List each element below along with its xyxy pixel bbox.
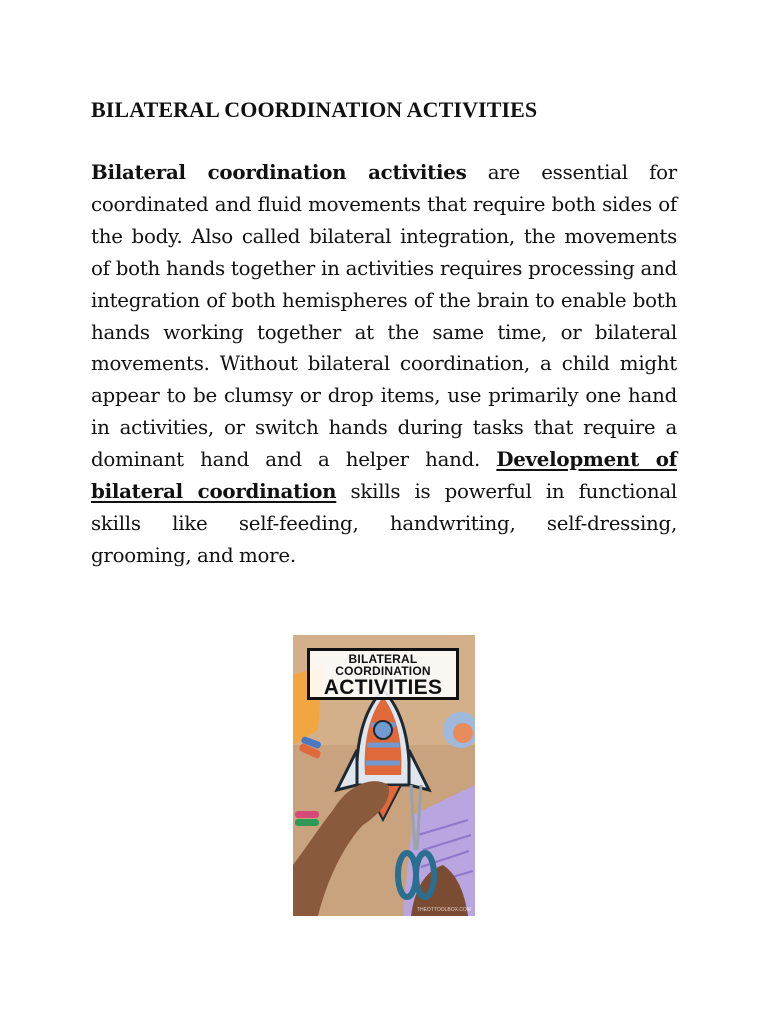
photo-title-line-1: BILATERAL: [348, 652, 418, 666]
development-link[interactable]: Development of bilateral coordination: [91, 447, 677, 504]
body-paragraph: [91, 157, 677, 572]
paragraph-text-1: are essential for coordinated and fluid movements that require both sides of the body. Also called bilateral integration, the movements of both hands together in activities requires processing and integration of both hemispheres of the brain to enable both hands working together at the same time, or bilateral movements. Without bilateral coordination, a child might appear to be clumsy or drop items, use primarily one hand in activities, or switch hands during tasks that require a dominant hand and a helper hand.: [91, 161, 678, 472]
paragraph-text-2: skills is powerful in functional skills like self-feeding, handwriting, self-dressing, grooming, and more.: [91, 480, 677, 567]
photo-watermark: THEOTTOOLBOX.COM: [416, 907, 471, 913]
activity-photo: [293, 635, 475, 916]
photo-title-line-2: COORDINATION: [335, 664, 431, 678]
bold-lead-phrase: Bilateral coordination activities: [91, 160, 467, 184]
photo-title-line-3: ACTIVITIES: [323, 676, 443, 699]
photo-title-box: [307, 648, 459, 700]
document-title: BILATERAL COORDINATION ACTIVITIES: [91, 97, 538, 122]
